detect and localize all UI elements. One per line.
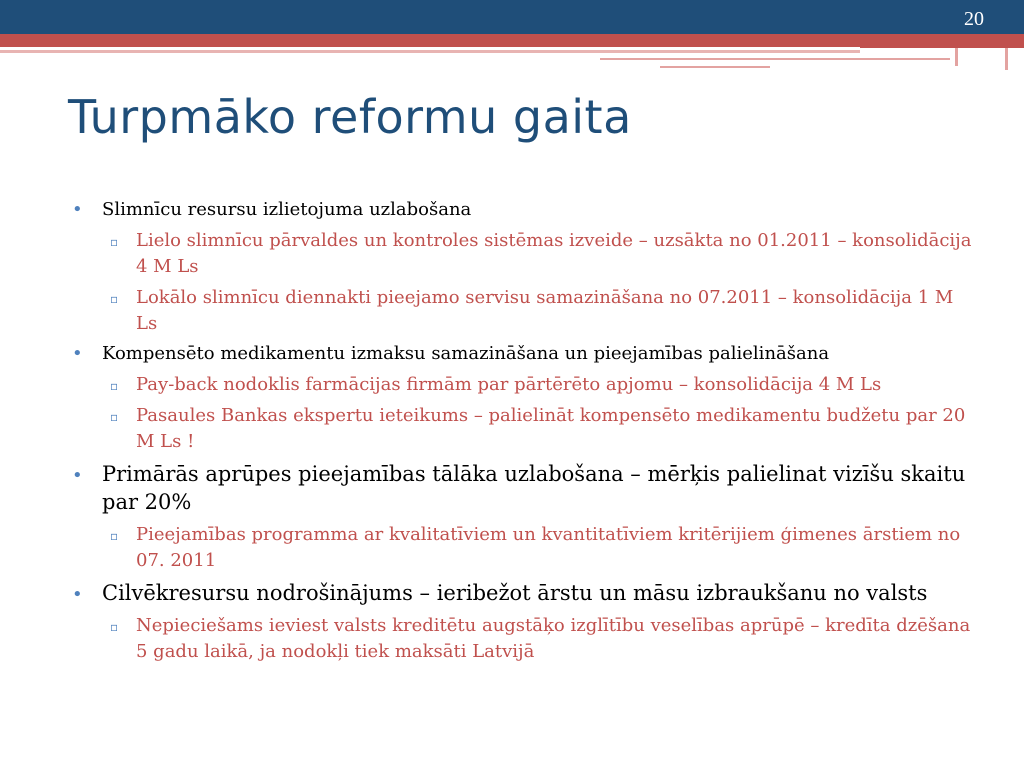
sub-bullet-item [72,403,972,455]
bullet-item [72,198,972,222]
sub-bullet-square-icon: ▫ [110,235,119,249]
bullet-text: Primārās aprūpes pieejamības tālāka uzlabošana – mērķis palielinat vizīšu skaitu par 20% [102,462,966,514]
sub-bullet-text: Pasaules Bankas ekspertu ieteikums – palielināt kompensēto medikamentu budžetu par 20 M Ls ! [136,405,966,452]
bullet-dot-icon: • [72,199,83,220]
sub-bullet-item [72,613,972,665]
bullet-item [72,579,972,607]
bullet-dot-icon: • [72,343,83,364]
decorative-stripe [660,66,770,68]
bullet-dot-icon: • [72,584,83,605]
bullet-text: Kompensēto medikamentu izmaksu samazināšana un pieejamības palielināšana [102,343,830,364]
header-bar [0,0,1024,34]
sub-bullet-text: Lokālo slimnīcu diennakti pieejamo servisu samazināšana no 07.2011 – konsolidācija 1 M Ls [136,287,954,334]
sub-bullet-square-icon: ▫ [110,379,119,393]
sub-bullet-text: Lielo slimnīcu pārvaldes un kontroles sistēmas izveide – uzsākta no 01.2011 – konsolidācija 4 M Ls [136,230,972,277]
decorative-stripe [600,58,950,60]
sub-bullet-item [72,285,972,337]
sub-bullet-square-icon: ▫ [110,410,119,424]
sub-bullet-item [72,522,972,574]
sub-bullet-square-icon: ▫ [110,529,119,543]
decorative-stripe [1005,48,1008,70]
sub-bullet-item [72,372,972,398]
bullet-list [72,198,972,670]
sub-bullet-text: Pieejamības programma ar kvalitatīviem un kvantitatīviem kritērijiem ģimenes ārstiem no 07. 2011 [136,524,961,571]
header-red-band [0,34,1024,48]
sub-bullet-text: Nepieciešams ieviest valsts kreditētu augstāķo izglītību veselības aprūpē – kredīta dzēšana 5 gadu laikā, ja nodokļi tiek maksāti Latvijā [136,615,971,662]
bullet-text: Slimnīcu resursu izlietojuma uzlabošana [102,199,472,220]
bullet-text: Cilvēkresursu nodrošinājums – ieribežot ārstu un māsu izbraukšanu no valsts [102,581,928,605]
sub-bullet-item [72,228,972,280]
slide-title: Turpmāko reformu gaita [68,90,632,144]
sub-bullet-text: Pay-back nodoklis farmācijas firmām par pārtērēto apjomu – konsolidācija 4 M Ls [136,374,882,395]
sub-bullet-square-icon: ▫ [110,620,119,634]
sub-bullet-square-icon: ▫ [110,292,119,306]
slide-number: 20 [964,8,984,30]
decorative-stripe [0,50,860,53]
bullet-item [72,342,972,366]
bullet-dot-icon: • [72,465,83,486]
bullet-item [72,460,972,516]
decorative-stripe [955,48,958,66]
